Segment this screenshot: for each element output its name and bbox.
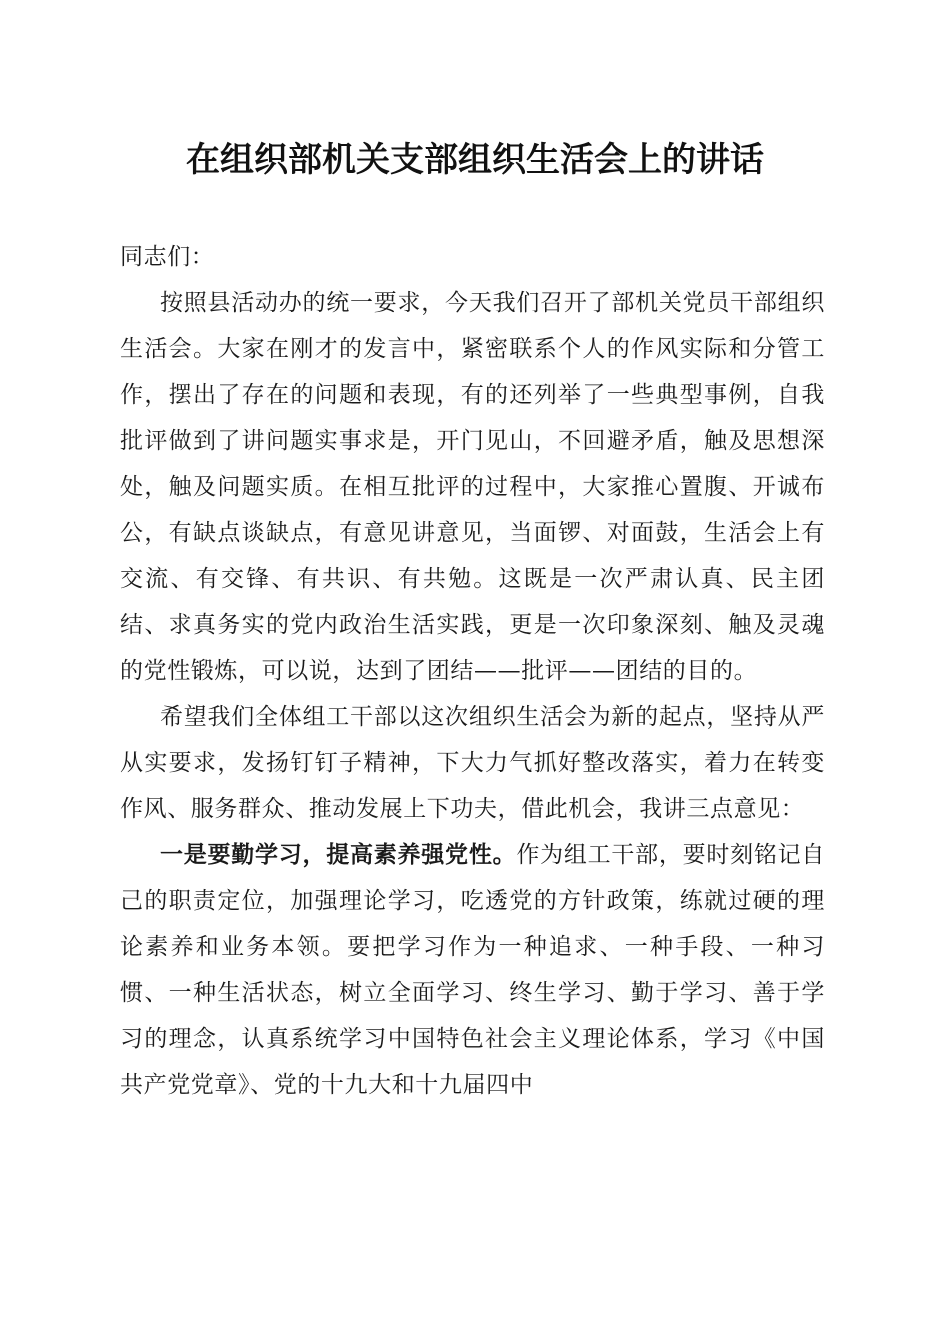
- paragraph-opening: 按照县活动办的统一要求，今天我们召开了部机关党员干部组织生活会。大家在刚才的发言中，紧密联系个人的作风实际和分管工作，摆出了存在的问题和表现，有的还列举了一些典型事例，自我批评做到了讲问题实事求是，开门见山，不回避矛盾，触及思想深处，触及问题实质。在相互批评的过程中，大家推心置腹、开诚布公，有缺点谈缺点，有意见讲意见，当面锣、对面鼓，生活会上有交流、有交锋、有共识、有共勉。这既是一次严肃认真、民主团结、求真务实的党内政治生活实践，更是一次印象深刻、触及灵魂的党性锻炼，可以说，达到了团结——批评——团结的目的。: [120, 290, 825, 684]
- paragraph-hope: 希望我们全体组工干部以这次组织生活会为新的起点，坚持从严从实要求，发扬钉钉子精神，下大力气抓好整改落实，着力在转变作风、服务群众、推动发展上下功夫，借此机会，我讲三点意见：: [120, 704, 825, 822]
- salutation: 同志们：: [120, 244, 215, 270]
- paragraph-point-one: [120, 832, 825, 1108]
- document-title: 在组织部机关支部组织生活会上的讲话: [186, 140, 764, 180]
- point-one-heading: 一是要勤学习，提高素养强党性。: [160, 841, 517, 868]
- document-body: [120, 234, 825, 1108]
- point-one-text: 作为组工干部，要时刻铭记自己的职责定位，加强理论学习，吃透党的方针政策，练就过硬的理论素养和业务本领。要把学习作为一种追求、一种手段、一种习惯、一种生活状态，树立全面学习、终生学习、勤于学习、善于学习的理念，认真系统学习中国特色社会主义理论体系，学习《中国共产党党章》、党的十九大和十九届四中: [120, 842, 825, 1098]
